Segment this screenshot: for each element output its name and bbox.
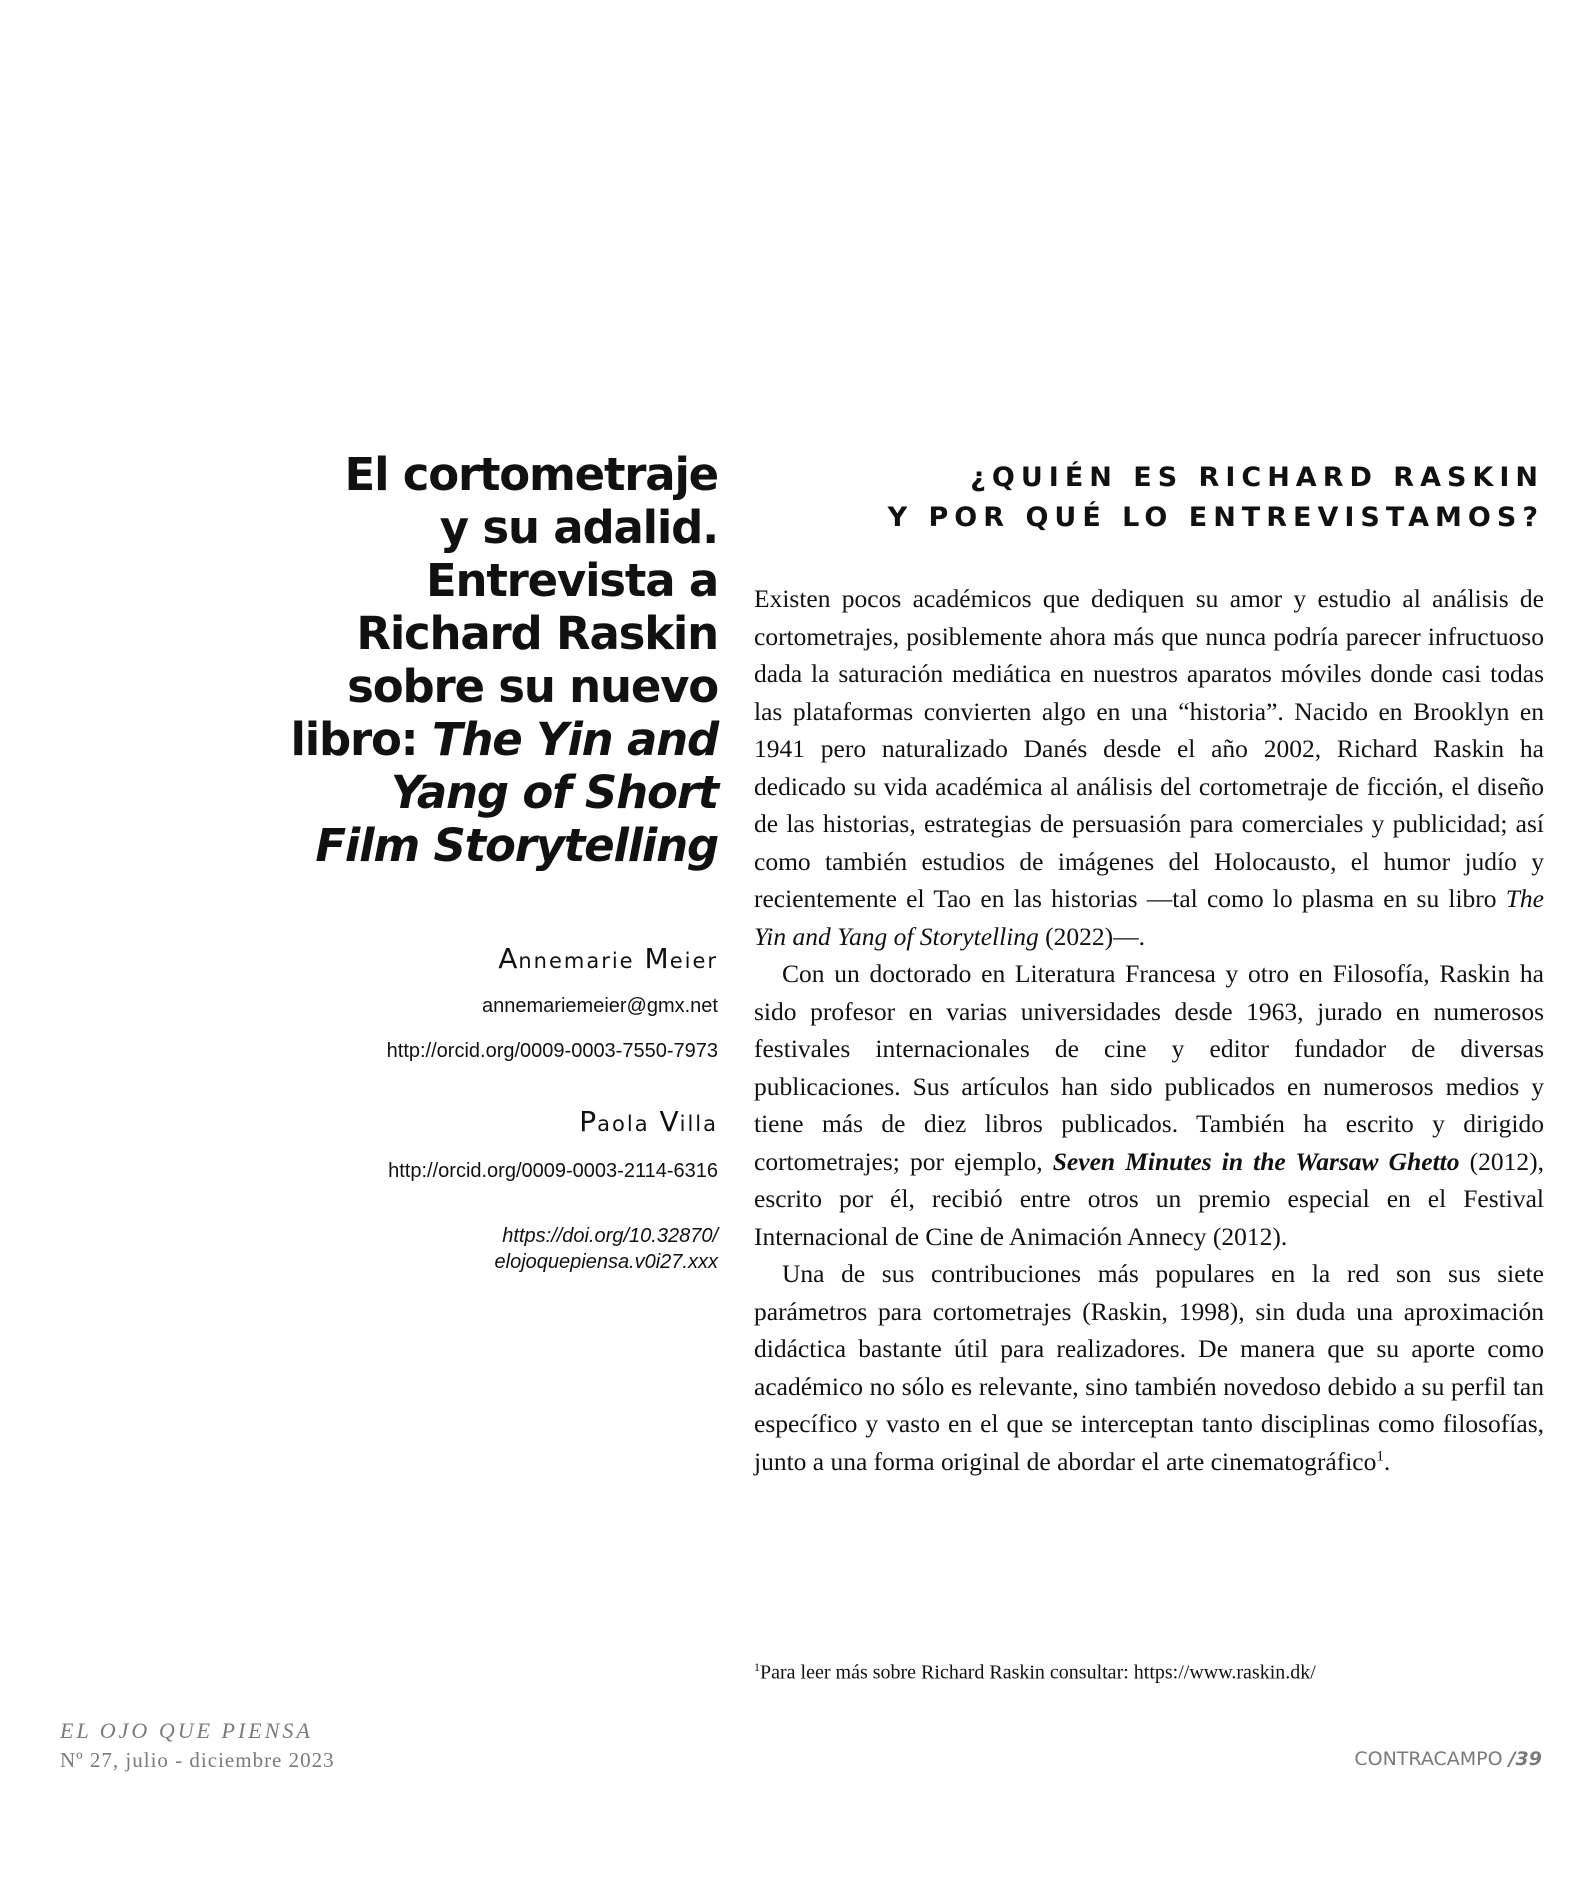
footnote-ref[interactable]: 1 (1376, 1448, 1384, 1464)
book-title: The Yin and Yang of Storytelling (754, 884, 1544, 951)
doi-link[interactable]: https://doi.org/10.32870/ elojoquepiensa.v0i27.xxx (494, 1225, 718, 1273)
author-email[interactable]: annemariemeier@gmx.net (482, 995, 718, 1017)
author-orcid[interactable]: http://orcid.org/0009-0003-2114-6316 (388, 1160, 718, 1182)
title-book-name: Yang of Short (390, 766, 718, 819)
title-line (190, 713, 718, 766)
author-orcid[interactable]: http://orcid.org/0009-0003-7550-7973 (386, 1040, 718, 1062)
body-paragraph: Con un doctorado en Literatura Francesa y otro en Filosofía, Raskin ha sido profesor en varias universidades desde 1963, jurado en numerosos festivales internacionales de cine y editor fundador de diversas publicaciones. Sus artículos han sido publicados en numerosos medios y tiene más de diez libros publicados. También ha escrito y dirigido cortometrajes; por ejemplo, Seven Minutes in the Warsaw Ghetto (2012), escrito por él, recibió entre otros un premio especial en el Festival Internacional de Cine de Animación Annecy (2012). (754, 959, 1544, 1251)
body-paragraph: Existen pocos académicos que dediquen su amor y estudio al análisis de cortometrajes, posiblemente ahora más que nunca podría parecer infructuoso dada la saturación mediática en nuestros aparatos móviles donde casi todas las plataformas convierten algo en una “historia”. Nacido en Brooklyn en 1941 pero naturalizado Danés desde el año 2002, Richard Raskin ha dedicado su vida académica al análisis del cortometraje de ficción, el diseño de las historias, estrategias de persuasión para comerciales y publicidad; así como también estudios de imágenes del Holocausto, el humor judío y recientemente el Tao en las historias —tal como lo plasma en su libro The Yin and Yang of Storytelling (2022)—. (754, 584, 1544, 951)
title-line: sobre su nuevo (347, 660, 718, 713)
journal-info (60, 1718, 335, 1773)
author-name: Annemarie Meier (498, 942, 718, 975)
title-line (190, 766, 718, 819)
section-heading: ¿QUIÉN ES RICHARD RASKIN Y POR QUÉ LO ENTREVISTAMOS? (887, 462, 1544, 533)
footnote-text: Para leer más sobre Richard Raskin consultar: https://www.raskin.dk/ (760, 1661, 1316, 1684)
footnote-number: 1 (754, 1660, 760, 1674)
footnote (754, 1660, 1544, 1685)
section-name: CONTRACAMPO (1354, 1748, 1509, 1770)
title-line (190, 819, 718, 872)
page-number: /39 (1508, 1748, 1542, 1770)
title-line: El cortometraje (344, 448, 718, 501)
journal-issue: Nº 27, julio - diciembre 2023 (60, 1748, 335, 1772)
body-paragraph: Una de sus contribuciones más populares en la red son sus siete parámetros para cortometrajes (Raskin, 1998), sin duda una aproximación didáctica bastante útil para realizadores. De manera que su aporte como académico no sólo es relevante, sino también novedoso debido a su perfil tan específico y vasto en el que se interceptan tanto disciplinas como filosofías, junto a una forma original de abordar el arte cinematográfico$^1$. (754, 1259, 1544, 1476)
article-title (190, 448, 718, 872)
title-line-prefix: libro: (290, 713, 432, 766)
title-book-name: The Yin and (431, 713, 718, 766)
page-footer (1354, 1748, 1542, 1770)
title-line: Richard Raskin (356, 607, 718, 660)
title-book-name: Film Storytelling (315, 819, 718, 872)
journal-name: EL OJO QUE PIENSA (60, 1718, 313, 1743)
section-body (754, 458, 1544, 1480)
title-block (190, 448, 718, 1275)
film-title: Seven Minutes in the Warsaw Ghetto (1052, 1146, 1460, 1176)
title-line: Entrevista a (425, 554, 718, 607)
title-line: y su adalid. (439, 501, 718, 554)
author-name: Paola Villa (579, 1105, 718, 1138)
